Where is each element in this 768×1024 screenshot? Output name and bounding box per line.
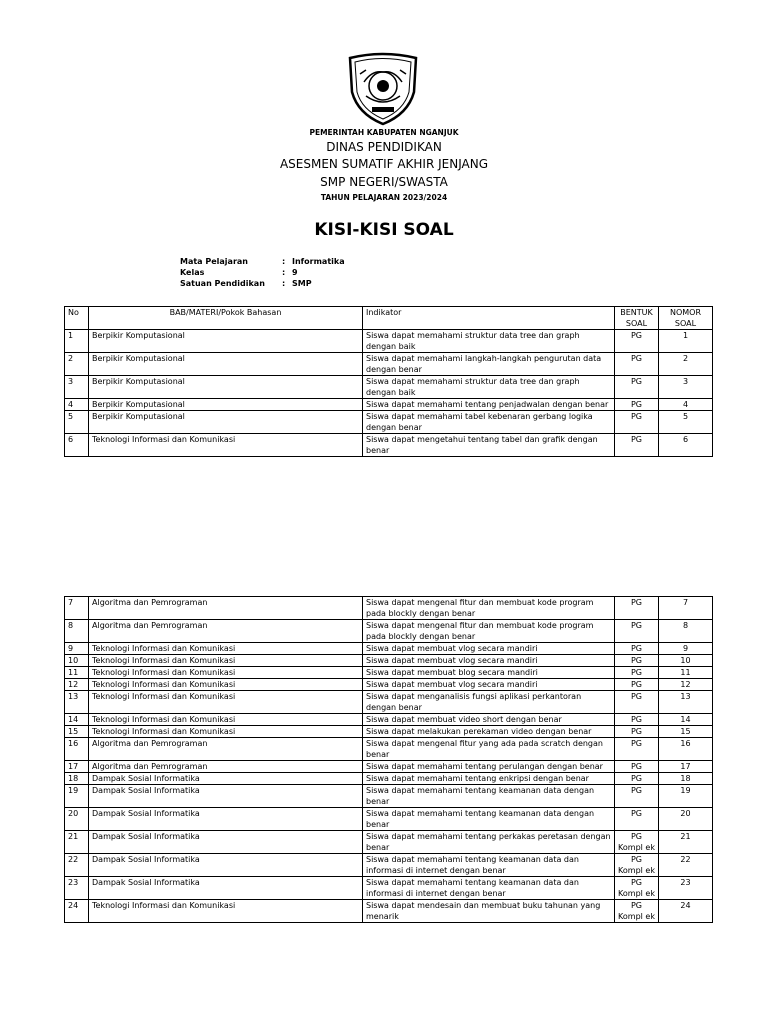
row-indikator: Siswa dapat membuat vlog secara mandiri <box>363 655 615 667</box>
row-indikator: Siswa dapat mengenal fitur dan membuat kode program pada blockly dengan benar <box>363 620 615 643</box>
row-no: 10 <box>65 655 89 667</box>
header-year: TAHUN PELAJARAN 2023/2024 <box>320 193 448 202</box>
row-no: 20 <box>65 808 89 831</box>
table-row <box>65 808 713 831</box>
row-nomor: 4 <box>659 399 713 411</box>
row-nomor: 11 <box>659 667 713 679</box>
row-indikator: Siswa dapat melakukan perekaman video dengan benar <box>363 726 615 738</box>
meta-value: SMP <box>292 279 312 288</box>
row-bab: Teknologi Informasi dan Komunikasi <box>89 691 363 714</box>
table-row <box>65 877 713 900</box>
row-indikator: Siswa dapat memahami struktur data tree dan graph dengan baik <box>363 376 615 399</box>
table-row <box>65 620 713 643</box>
header-government: PEMERINTAH KABUPATEN NGANJUK <box>309 128 459 137</box>
row-bentuk: PG <box>615 691 659 714</box>
row-bab: Teknologi Informasi dan Komunikasi <box>89 900 363 923</box>
row-no: 18 <box>65 773 89 785</box>
kisi-table-page2 <box>64 596 713 923</box>
row-nomor: 24 <box>659 900 713 923</box>
row-nomor: 14 <box>659 714 713 726</box>
row-nomor: 5 <box>659 411 713 434</box>
row-bab: Algoritma dan Pemrograman <box>89 620 363 643</box>
row-nomor: 1 <box>659 330 713 353</box>
table-row <box>65 376 713 399</box>
meta-colon: : <box>282 257 286 266</box>
table-row <box>65 726 713 738</box>
table-row <box>65 667 713 679</box>
table-row <box>65 353 713 376</box>
row-bentuk: PG Kompl ek <box>615 831 659 854</box>
row-bab: Teknologi Informasi dan Komunikasi <box>89 667 363 679</box>
row-nomor: 8 <box>659 620 713 643</box>
row-bentuk: PG <box>615 330 659 353</box>
meta-row-subject <box>180 256 345 267</box>
row-bab: Teknologi Informasi dan Komunikasi <box>89 434 363 457</box>
table-row <box>65 655 713 667</box>
row-nomor: 17 <box>659 761 713 773</box>
row-bentuk: PG <box>615 808 659 831</box>
row-bab: Teknologi Informasi dan Komunikasi <box>89 655 363 667</box>
row-bab: Teknologi Informasi dan Komunikasi <box>89 679 363 691</box>
row-bab: Algoritma dan Pemrograman <box>89 761 363 773</box>
row-indikator: Siswa dapat membuat video short dengan benar <box>363 714 615 726</box>
row-nomor: 19 <box>659 785 713 808</box>
table-row <box>65 691 713 714</box>
row-indikator: Siswa dapat mengenal fitur yang ada pada scratch dengan benar <box>363 738 615 761</box>
row-indikator: Siswa dapat membuat blog secara mandiri <box>363 667 615 679</box>
row-no: 6 <box>65 434 89 457</box>
row-bentuk: PG <box>615 597 659 620</box>
table-row <box>65 434 713 457</box>
table-header-row <box>65 307 713 330</box>
meta-info <box>180 256 345 289</box>
row-indikator: Siswa dapat memahami langkah-langkah pengurutan data dengan benar <box>363 353 615 376</box>
row-nomor: 16 <box>659 738 713 761</box>
row-no: 11 <box>65 667 89 679</box>
row-bentuk: PG <box>615 714 659 726</box>
row-bab: Berpikir Komputasional <box>89 376 363 399</box>
row-indikator: Siswa dapat memahami tabel kebenaran gerbang logika dengan benar <box>363 411 615 434</box>
row-nomor: 12 <box>659 679 713 691</box>
row-indikator: Siswa dapat memahami tentang keamanan data dengan benar <box>363 808 615 831</box>
row-no: 23 <box>65 877 89 900</box>
row-no: 4 <box>65 399 89 411</box>
row-bentuk: PG <box>615 773 659 785</box>
row-indikator: Siswa dapat mengetahui tentang tabel dan grafik dengan benar <box>363 434 615 457</box>
header-no: No <box>65 307 89 330</box>
table-row <box>65 597 713 620</box>
row-no: 17 <box>65 761 89 773</box>
row-nomor: 10 <box>659 655 713 667</box>
row-bentuk: PG Kompl ek <box>615 900 659 923</box>
row-indikator: Siswa dapat memahami tentang perkakas peretasan dengan benar <box>363 831 615 854</box>
header-bab: BAB/MATERI/Pokok Bahasan <box>89 307 363 330</box>
row-indikator: Siswa dapat memahami tentang enkripsi dengan benar <box>363 773 615 785</box>
row-indikator: Siswa dapat memahami tentang keamanan data dan informasi di internet dengan benar <box>363 877 615 900</box>
row-no: 2 <box>65 353 89 376</box>
row-bab: Algoritma dan Pemrograman <box>89 738 363 761</box>
meta-colon: : <box>282 279 286 288</box>
row-bentuk: PG <box>615 738 659 761</box>
row-bab: Berpikir Komputasional <box>89 330 363 353</box>
row-bentuk: PG <box>615 667 659 679</box>
row-bab: Berpikir Komputasional <box>89 411 363 434</box>
meta-row-level <box>180 278 345 289</box>
row-no: 9 <box>65 643 89 655</box>
row-indikator: Siswa dapat mendesain dan membuat buku tahunan yang menarik <box>363 900 615 923</box>
table-row <box>65 773 713 785</box>
row-nomor: 6 <box>659 434 713 457</box>
row-bentuk: PG Kompl ek <box>615 877 659 900</box>
meta-label: Kelas <box>180 268 205 277</box>
meta-colon: : <box>282 268 286 277</box>
row-bab: Dampak Sosial Informatika <box>89 831 363 854</box>
row-no: 12 <box>65 679 89 691</box>
row-bab: Dampak Sosial Informatika <box>89 808 363 831</box>
row-nomor: 7 <box>659 597 713 620</box>
row-no: 15 <box>65 726 89 738</box>
table-row <box>65 330 713 353</box>
row-bentuk: PG <box>615 376 659 399</box>
row-bentuk: PG <box>615 726 659 738</box>
row-no: 21 <box>65 831 89 854</box>
row-nomor: 18 <box>659 773 713 785</box>
row-bentuk: PG <box>615 620 659 643</box>
row-nomor: 2 <box>659 353 713 376</box>
row-no: 22 <box>65 854 89 877</box>
row-no: 24 <box>65 900 89 923</box>
row-nomor: 21 <box>659 831 713 854</box>
row-nomor: 22 <box>659 854 713 877</box>
table-row <box>65 761 713 773</box>
row-bentuk: PG <box>615 643 659 655</box>
table-row <box>65 785 713 808</box>
row-indikator: Siswa dapat memahami struktur data tree dan graph dengan baik <box>363 330 615 353</box>
table-row <box>65 399 713 411</box>
row-bentuk: PG <box>615 411 659 434</box>
row-bab: Berpikir Komputasional <box>89 399 363 411</box>
page-title: KISI-KISI SOAL <box>314 220 454 240</box>
row-no: 8 <box>65 620 89 643</box>
row-bentuk: PG <box>615 761 659 773</box>
row-bab: Dampak Sosial Informatika <box>89 854 363 877</box>
row-bentuk: PG <box>615 679 659 691</box>
row-bentuk: PG Kompl ek <box>615 854 659 877</box>
row-bentuk: PG <box>615 434 659 457</box>
table-row <box>65 738 713 761</box>
meta-label: Satuan Pendidikan <box>180 279 265 288</box>
row-no: 3 <box>65 376 89 399</box>
row-bab: Algoritma dan Pemrograman <box>89 597 363 620</box>
table-row <box>65 831 713 854</box>
row-bab: Teknologi Informasi dan Komunikasi <box>89 714 363 726</box>
row-no: 14 <box>65 714 89 726</box>
row-bentuk: PG <box>615 655 659 667</box>
row-no: 19 <box>65 785 89 808</box>
table-row <box>65 854 713 877</box>
header-assessment: ASESMEN SUMATIF AKHIR JENJANG <box>279 157 489 171</box>
table-row <box>65 679 713 691</box>
row-nomor: 23 <box>659 877 713 900</box>
row-indikator: Siswa dapat memahami tentang keamanan data dengan benar <box>363 785 615 808</box>
meta-label: Mata Pelajaran <box>180 257 248 266</box>
meta-value: 9 <box>292 268 298 277</box>
table-row <box>65 900 713 923</box>
row-no: 1 <box>65 330 89 353</box>
row-indikator: Siswa dapat memahami tentang keamanan data dan informasi di internet dengan benar <box>363 854 615 877</box>
row-nomor: 15 <box>659 726 713 738</box>
row-nomor: 20 <box>659 808 713 831</box>
kabupaten-nganjuk-emblem <box>342 52 424 126</box>
row-bab: Dampak Sosial Informatika <box>89 773 363 785</box>
row-indikator: Siswa dapat memahami tentang penjadwalan dengan benar <box>363 399 615 411</box>
row-bab: Dampak Sosial Informatika <box>89 785 363 808</box>
row-no: 5 <box>65 411 89 434</box>
row-no: 7 <box>65 597 89 620</box>
table-row <box>65 643 713 655</box>
row-bentuk: PG <box>615 785 659 808</box>
row-bentuk: PG <box>615 353 659 376</box>
meta-value: Informatika <box>292 257 345 266</box>
row-bab: Berpikir Komputasional <box>89 353 363 376</box>
table-row <box>65 411 713 434</box>
row-bab: Dampak Sosial Informatika <box>89 877 363 900</box>
row-bab: Teknologi Informasi dan Komunikasi <box>89 726 363 738</box>
row-nomor: 13 <box>659 691 713 714</box>
row-nomor: 9 <box>659 643 713 655</box>
header-indikator: Indikator <box>363 307 615 330</box>
row-indikator: Siswa dapat membuat vlog secara mandiri <box>363 679 615 691</box>
header-bentuk: BENTUK SOAL <box>615 307 659 330</box>
kisi-table-page1 <box>64 306 713 457</box>
row-bentuk: PG <box>615 399 659 411</box>
table-row <box>65 714 713 726</box>
row-indikator: Siswa dapat memahami tentang perulangan dengan benar <box>363 761 615 773</box>
row-no: 16 <box>65 738 89 761</box>
row-indikator: Siswa dapat mengenal fitur dan membuat kode program pada blockly dengan benar <box>363 597 615 620</box>
row-indikator: Siswa dapat membuat vlog secara mandiri <box>363 643 615 655</box>
header-school: SMP NEGERI/SWASTA <box>320 175 448 189</box>
row-nomor: 3 <box>659 376 713 399</box>
row-no: 13 <box>65 691 89 714</box>
row-indikator: Siswa dapat menganalisis fungsi aplikasi perkantoran dengan benar <box>363 691 615 714</box>
header-nomor: NOMOR SOAL <box>659 307 713 330</box>
header-department: DINAS PENDIDIKAN <box>326 140 442 154</box>
row-bab: Teknologi Informasi dan Komunikasi <box>89 643 363 655</box>
meta-row-class <box>180 267 345 278</box>
